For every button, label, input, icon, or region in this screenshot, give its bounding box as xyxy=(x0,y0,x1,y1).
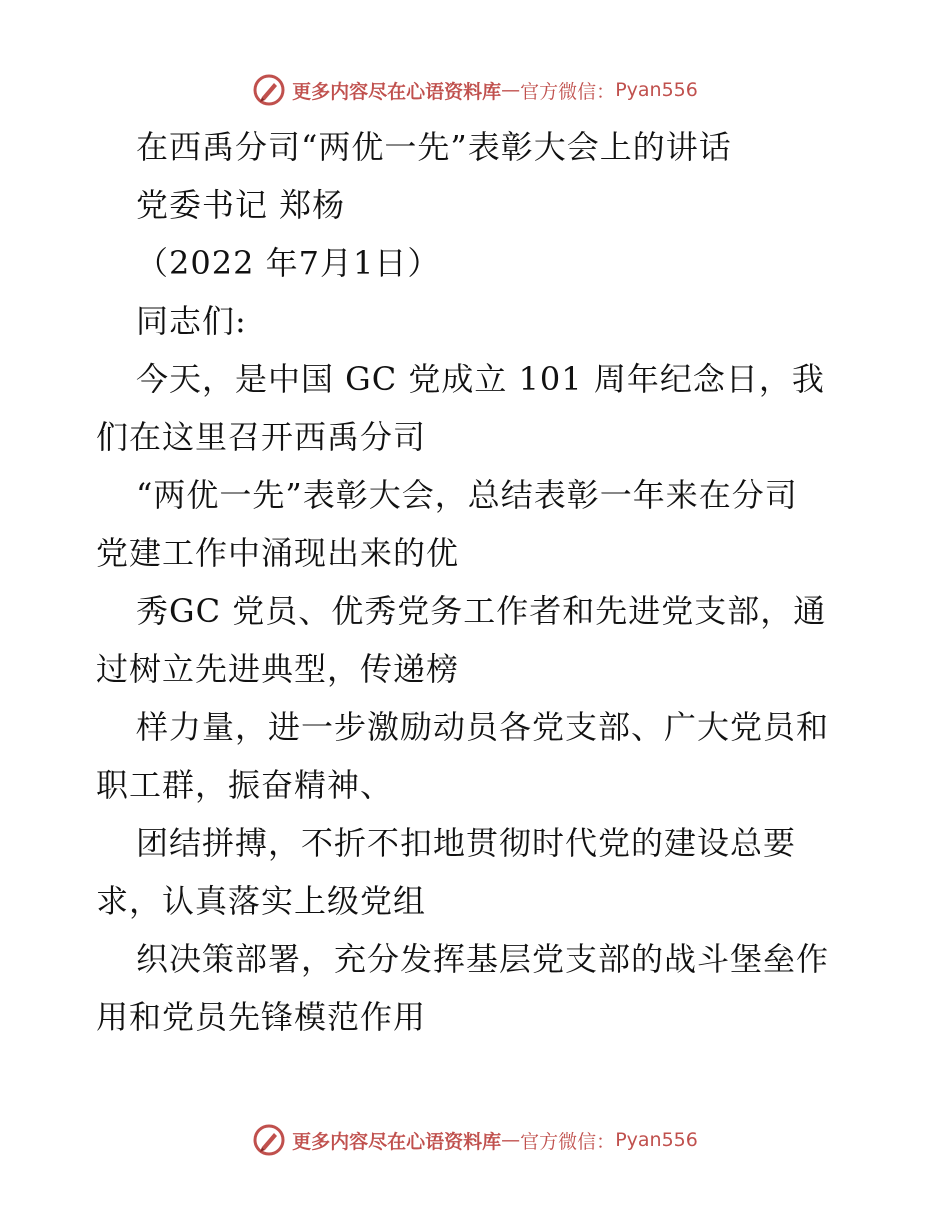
pen-logo-icon xyxy=(252,73,286,107)
watermark-wechat-label: 官方微信： xyxy=(520,1130,616,1153)
pen-logo-icon xyxy=(252,1123,286,1157)
paragraph-line: 织决策部署，充分发挥基层党支部的战斗堡垒作 xyxy=(136,940,830,978)
document-title: 在西禹分司“两优一先”表彰大会上的讲话 xyxy=(136,128,732,166)
paragraph-line: 们在这里召开西禹分司 xyxy=(96,418,427,456)
paragraph-line: 用和党员先锋模范作用 xyxy=(96,998,427,1036)
watermark-text: 更多内容尽在心语资料库 xyxy=(292,80,502,103)
watermark-wechat-id: Pyan556 xyxy=(615,1129,698,1151)
watermark-footer xyxy=(0,1120,950,1160)
watermark-wechat-label: 官方微信： xyxy=(520,80,616,103)
paragraph-line: 党建工作中涌现出来的优 xyxy=(96,534,460,572)
paragraph-line: 团结拼搏，不折不扣地贯彻时代党的建设总要 xyxy=(136,824,797,862)
document-author: 党委书记 郑杨 xyxy=(136,186,346,224)
paragraph-line: 秀GC 党员、优秀党务工作者和先进党支部，通 xyxy=(136,592,827,630)
paragraph-line: 样力量，进一步激励动员各党支部、广大党员和 xyxy=(136,708,830,746)
watermark-header xyxy=(0,70,950,110)
paragraph-line: 过树立先进典型，传递榜 xyxy=(96,650,460,688)
paragraph-line: 职工群，振奋精神、 xyxy=(96,766,394,804)
paragraph-line: 求，认真落实上级党组 xyxy=(96,882,427,920)
document-date: （2022 年7月1日） xyxy=(136,244,441,282)
watermark-dash: — xyxy=(501,1129,521,1151)
watermark-dash: — xyxy=(501,79,521,101)
document-salutation: 同志们: xyxy=(136,302,247,340)
watermark-text: 更多内容尽在心语资料库 xyxy=(292,1130,502,1153)
document-body xyxy=(96,118,866,1046)
watermark-wechat-id: Pyan556 xyxy=(615,79,698,101)
paragraph-line: “两优一先”表彰大会，总结表彰一年来在分司 xyxy=(136,476,798,514)
paragraph-line: 今天，是中国 GC 党成立 101 周年纪念日，我 xyxy=(136,360,825,398)
